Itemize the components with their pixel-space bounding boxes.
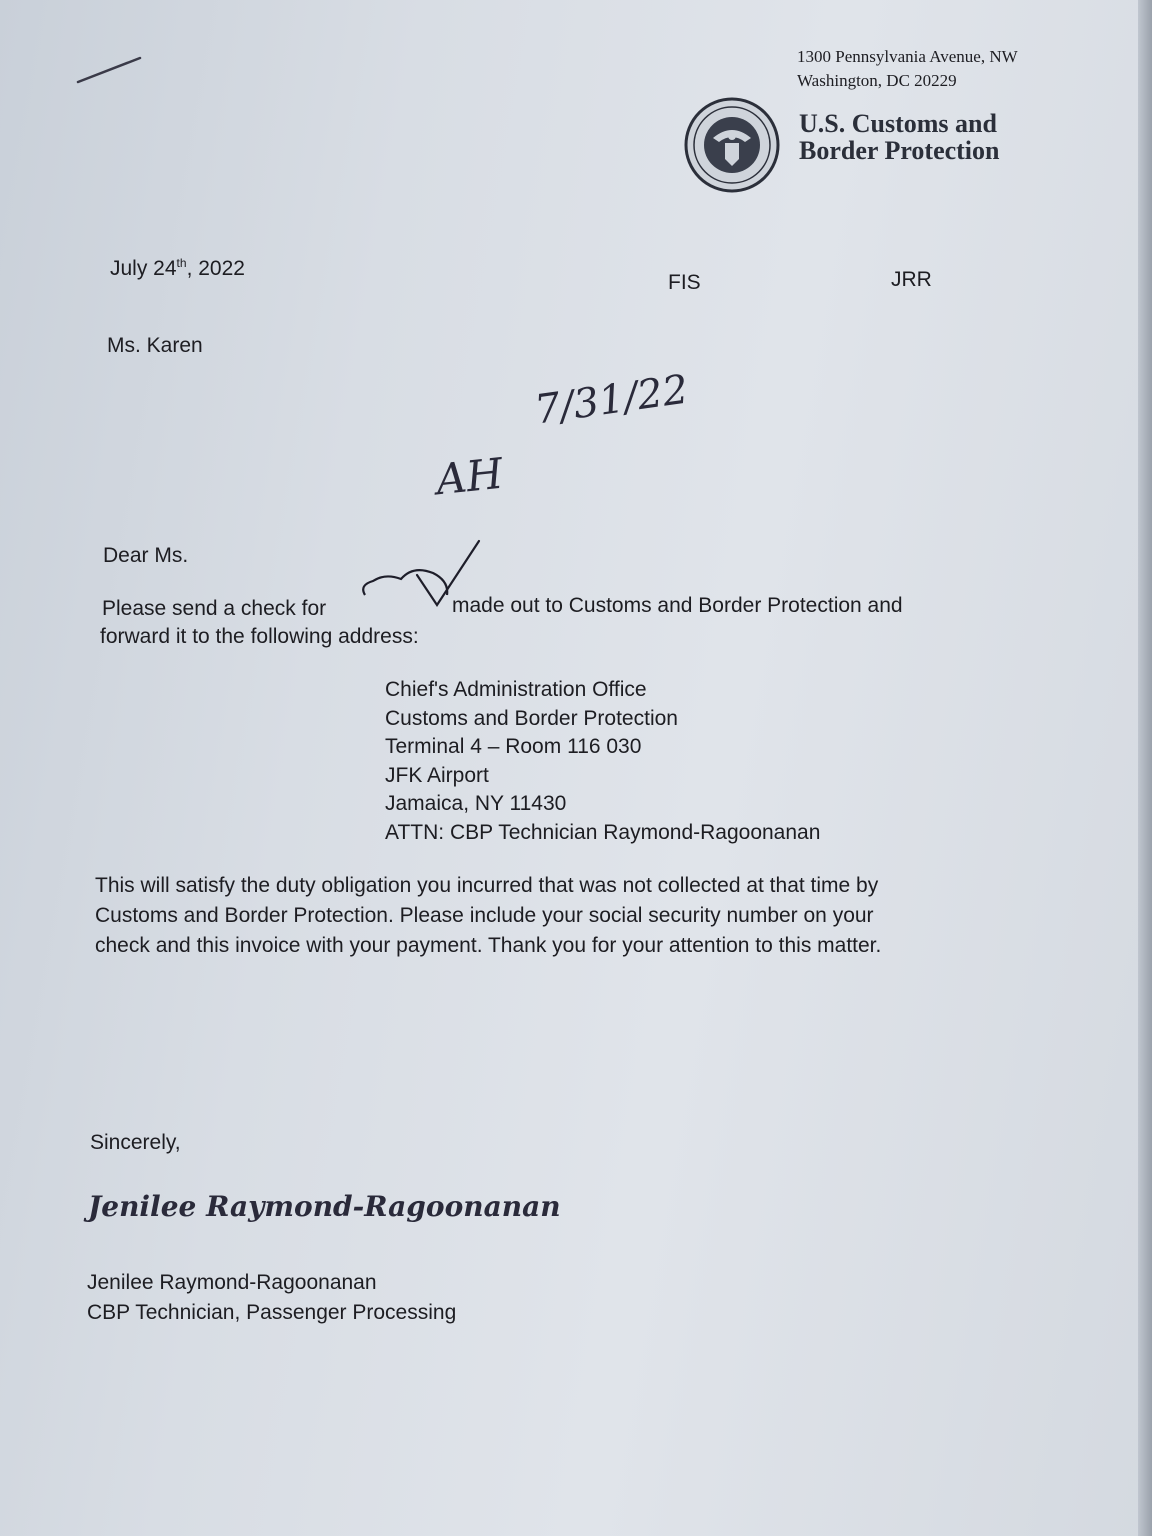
signer-block	[87, 1268, 456, 1328]
date-suffix: th	[176, 256, 187, 270]
request-part-1: Please send a check for	[102, 597, 327, 620]
code-fis: FIS	[668, 271, 701, 294]
agency-name-line-2: Border Protection	[799, 136, 1000, 165]
address-line: ATTN: CBP Technician Raymond-Ragoonanan	[385, 820, 821, 844]
date-month-day: July 24	[110, 257, 177, 280]
agency-address	[797, 45, 1018, 93]
handwritten-initials: AH	[433, 448, 506, 505]
handwritten-date: 7/31/22	[532, 366, 692, 434]
address-line-2: Washington, DC 20229	[797, 71, 957, 90]
signer-name: Jenilee Raymond-Ragoonanan	[87, 1271, 377, 1294]
body-paragraph	[95, 871, 881, 961]
mailing-address	[385, 676, 820, 847]
address-line: Jamaica, NY 11430	[385, 792, 567, 815]
paragraph-line-1: This will satisfy the duty obligation you incurred that was not collected at that time by	[95, 874, 879, 897]
address-line: Terminal 4 – Room 116 030	[385, 735, 642, 758]
address-line-1: 1300 Pennsylvania Avenue, NW	[797, 47, 1018, 66]
letter-date	[110, 256, 245, 281]
address-line: Customs and Border Protection	[385, 706, 678, 730]
agency-name-line-1: U.S. Customs and	[799, 109, 997, 138]
address-line: Chief's Administration Office	[385, 678, 647, 701]
paragraph-line-2: Customs and Border Protection. Please include your social security number on your	[95, 904, 874, 927]
valediction: Sincerely,	[90, 1131, 181, 1154]
date-year: , 2022	[186, 257, 245, 280]
pen-mark	[70, 48, 150, 88]
request-line-2: forward it to the following address:	[100, 625, 419, 648]
salutation: Dear Ms.	[103, 544, 189, 567]
agency-name	[799, 110, 999, 164]
code-jrr: JRR	[891, 268, 932, 291]
paragraph-line-3: check and this invoice with your payment. Thank you for your attention to this matter.	[95, 934, 882, 957]
cbp-seal-icon	[683, 96, 781, 194]
redaction-scribble	[355, 535, 495, 625]
request-part-2: made out to Customs and Border Protection and	[452, 594, 903, 617]
recipient-name: Ms. Karen	[107, 334, 203, 357]
signer-title: CBP Technician, Passenger Processing	[87, 1301, 457, 1324]
paper-edge-shadow	[1138, 0, 1152, 1536]
address-line: JFK Airport	[385, 763, 489, 787]
signature: Jenilee Raymond-Ragoonanan	[88, 1190, 561, 1223]
